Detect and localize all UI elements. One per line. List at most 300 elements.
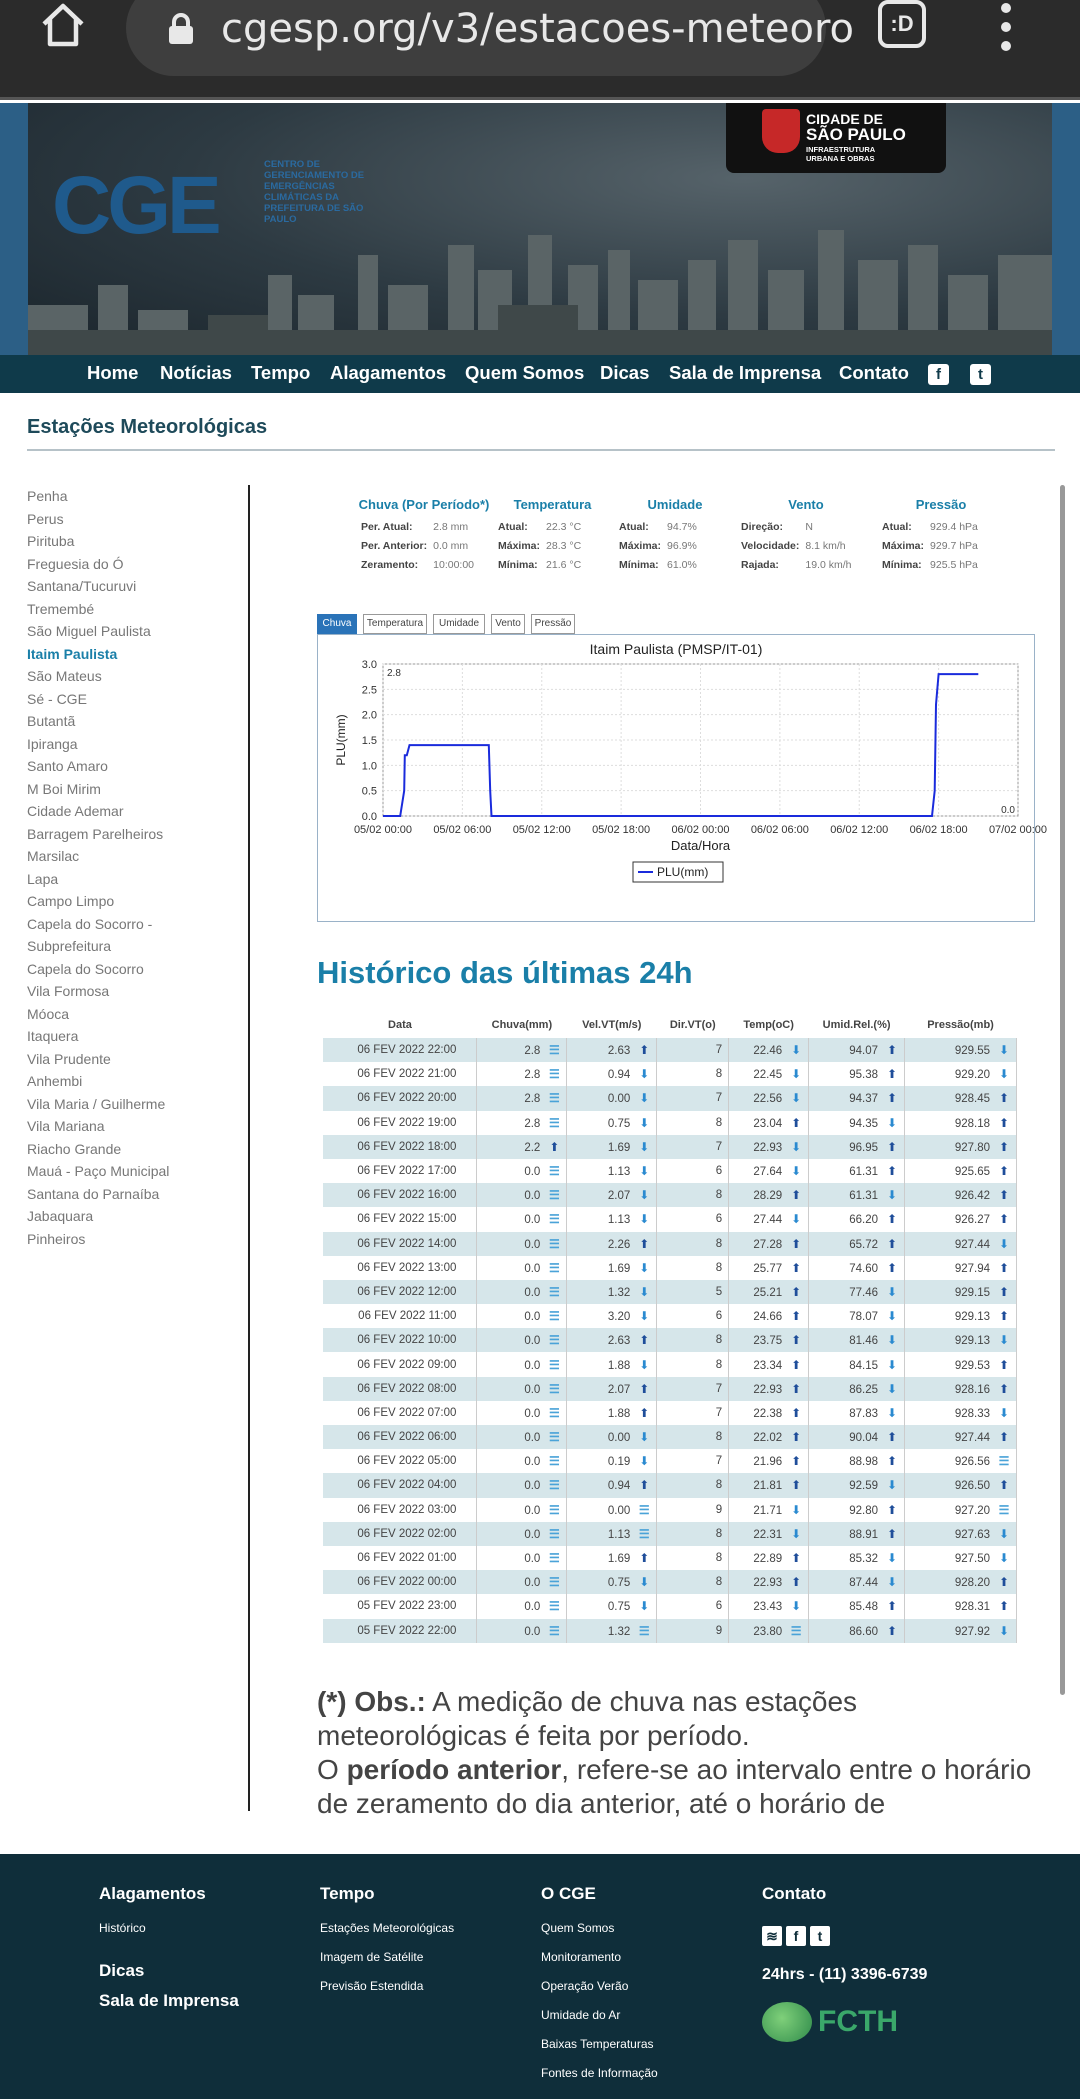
cell-value: 21.81	[753, 1480, 783, 1493]
cge-logo[interactable]: CGE	[52, 160, 218, 251]
table-cell	[477, 1619, 567, 1643]
summary-key: Mínima:	[619, 558, 659, 571]
arrow-down-icon: ⬇	[998, 1623, 1010, 1638]
cell-value: 7	[715, 1140, 723, 1153]
nav-contato[interactable]: Contato	[839, 362, 909, 383]
cell-value: 0.75	[607, 1577, 631, 1590]
cell-value: 1.69	[607, 1141, 631, 1154]
sidebar-item-station[interactable]: Pinheiros	[27, 1230, 86, 1247]
summary-pressao	[879, 497, 1003, 574]
table-row	[323, 1619, 1017, 1643]
tab-chuva[interactable]: Chuva	[317, 614, 357, 634]
footer-link[interactable]: Umidade do Ar	[541, 2008, 621, 2022]
summary-value: 2.8 mm	[433, 520, 469, 533]
sidebar-item-station[interactable]: Santana/Tucuruvi	[27, 578, 137, 594]
cell-value: 06 FEV 2022 10:00	[357, 1334, 457, 1347]
table-cell	[477, 1256, 567, 1280]
facebook-icon[interactable]: f	[786, 1926, 806, 1946]
table-cell	[657, 1062, 729, 1086]
cell-value: 1.13	[607, 1166, 631, 1179]
cell-value: 22.93	[753, 1383, 783, 1396]
cell-value: 2.8	[524, 1093, 541, 1106]
table-cell	[905, 1038, 1017, 1062]
stable-icon: ☰	[548, 1526, 560, 1541]
table-row	[323, 1546, 1017, 1570]
footer-heading[interactable]: Contato	[762, 1884, 827, 1903]
table-cell	[809, 1207, 905, 1231]
sidebar-item-station[interactable]: Pirituba	[27, 533, 75, 549]
cell-value: 06 FEV 2022 02:00	[357, 1527, 457, 1540]
footer-link[interactable]: Fontes de Informação	[541, 2066, 658, 2080]
summary-value: 96.9%	[667, 539, 697, 552]
arrow-down-icon: ⬇	[887, 1405, 898, 1420]
nav-sala-de-imprensa[interactable]: Sala de Imprensa	[669, 362, 822, 383]
sidebar-item-station[interactable]: Lapa	[27, 870, 59, 887]
nav-alagamentos[interactable]: Alagamentos	[330, 362, 447, 383]
arrow-up-icon: ⬆	[998, 1309, 1010, 1324]
fcth-logo[interactable]	[762, 2002, 927, 2042]
arrow-down-icon: ⬇	[639, 1115, 650, 1130]
table-cell	[657, 1449, 729, 1473]
x-tick-label: 05/02 06:00	[433, 824, 492, 836]
table-cell	[567, 1086, 657, 1110]
summary-temperatura	[495, 497, 610, 574]
table-row	[323, 1183, 1017, 1207]
table-cell	[567, 1619, 657, 1643]
cell-value: 94.35	[849, 1117, 879, 1130]
stable-icon: ☰	[548, 1551, 560, 1566]
table-cell	[809, 1473, 905, 1497]
summary-temperatura-table	[495, 517, 584, 574]
cell-value: 1.13	[607, 1528, 631, 1541]
cell-value: 87.44	[849, 1577, 879, 1590]
stable-icon: ☰	[548, 1164, 560, 1179]
cell-value: 928.18	[954, 1117, 990, 1130]
x-axis-label: Data/Hora	[670, 838, 731, 853]
summary-umidade	[616, 497, 734, 574]
sidebar-item-station[interactable]: Subprefeitura	[27, 938, 112, 954]
sidebar-item-station[interactable]: Ipiranga	[27, 735, 78, 752]
stable-icon: ☰	[548, 1430, 560, 1445]
arrow-down-icon: ⬇	[639, 1575, 650, 1590]
table-cell	[323, 1522, 477, 1546]
footer-link[interactable]: Imagem de Satélite	[320, 1950, 424, 1964]
cell-value: 0.0	[524, 1480, 541, 1493]
cell-value: 90.04	[849, 1432, 879, 1445]
sidebar-item-station[interactable]: Jabaquara	[27, 1208, 94, 1224]
facebook-icon[interactable]: f	[928, 364, 949, 385]
summary-value: 28.3 °C	[546, 539, 582, 552]
arrow-down-icon: ⬇	[887, 1115, 898, 1130]
sidebar-item-station[interactable]: Penha	[27, 488, 68, 504]
table-cell	[657, 1280, 729, 1304]
cell-value: 929.13	[954, 1335, 990, 1348]
cell-value: 06 FEV 2022 13:00	[357, 1261, 457, 1274]
x-tick-label: 07/02 00:00	[988, 824, 1048, 836]
table-cell	[809, 1111, 905, 1135]
sidebar-item-station[interactable]: Tremembé	[27, 600, 95, 617]
cell-value: 0.19	[607, 1456, 631, 1469]
table-cell	[729, 1183, 809, 1207]
cell-value: 8	[715, 1261, 723, 1274]
table-cell	[567, 1280, 657, 1304]
cell-value: 927.94	[954, 1262, 990, 1275]
cell-value: 0.0	[524, 1359, 541, 1372]
cell-value: 0.0	[524, 1432, 541, 1445]
footer-link[interactable]: Monitoramento	[541, 1950, 622, 1964]
table-cell	[905, 1522, 1017, 1546]
cell-value: 0.0	[524, 1456, 541, 1469]
table-cell	[323, 1619, 477, 1643]
summary-umidade-table	[616, 517, 700, 574]
table-cell	[657, 1086, 729, 1110]
column-header: Data	[388, 1019, 412, 1031]
summary-value: 22.3 °C	[546, 520, 582, 533]
footer-social-icons	[762, 1926, 927, 1946]
arrow-up-icon: ⬆	[998, 1115, 1010, 1130]
table-cell	[567, 1449, 657, 1473]
home-icon[interactable]	[38, 0, 88, 50]
table-cell	[729, 1546, 809, 1570]
stable-icon: ☰	[548, 1188, 560, 1203]
table-cell	[323, 1570, 477, 1594]
footer-link[interactable]: Operação Verão	[541, 1979, 629, 1993]
table-header-row	[323, 1012, 1017, 1038]
arrow-down-icon: ⬇	[791, 1091, 802, 1106]
stable-icon: ☰	[548, 1357, 560, 1372]
cell-value: 96.95	[849, 1141, 879, 1154]
table-cell	[729, 1062, 809, 1086]
table-row	[323, 1594, 1017, 1618]
url-text[interactable]: cgesp.org/v3/estacoes-meteoro	[221, 6, 854, 52]
sidebar-item-station[interactable]: M Boi Mirim	[27, 780, 101, 797]
arrow-up-icon: ⬆	[639, 1333, 650, 1348]
observation-note	[317, 1685, 1047, 1819]
cell-value: 81.46	[849, 1335, 879, 1348]
sidebar-item-station[interactable]: Riacho Grande	[27, 1140, 122, 1157]
table-cell	[323, 1473, 477, 1497]
cell-value: 2.8	[524, 1117, 541, 1130]
sidebar-item-station[interactable]: Capela do Socorro -	[27, 915, 153, 932]
table-cell	[809, 1377, 905, 1401]
cell-value: 22.38	[753, 1407, 783, 1420]
cell-value: 65.72	[849, 1238, 879, 1251]
x-tick-label: 06/02 12:00	[830, 824, 889, 836]
table-cell	[477, 1401, 567, 1425]
arrow-down-icon: ⬇	[639, 1164, 650, 1179]
cell-value: 06 FEV 2022 08:00	[357, 1382, 457, 1395]
arrow-down-icon: ⬇	[887, 1309, 898, 1324]
table-cell	[477, 1449, 567, 1473]
cell-value: 8	[715, 1237, 723, 1250]
sidebar-item-station[interactable]: Cidade Ademar	[27, 803, 124, 819]
sidebar-item-station[interactable]: Vila Prudente	[27, 1050, 111, 1067]
sidebar-item-station[interactable]: Campo Limpo	[27, 893, 115, 909]
cell-value: 925.65	[954, 1166, 990, 1179]
obs-prefix: (*) Obs.:	[317, 1686, 426, 1717]
footer-link[interactable]: Estações Meteorológicas	[320, 1921, 455, 1935]
sidebar-item-station[interactable]: Vila Maria / Guilherme	[27, 1095, 166, 1112]
cell-value: 23.43	[753, 1601, 783, 1614]
sidebar-item-station[interactable]: Itaquera	[27, 1028, 79, 1044]
tab-umidade[interactable]: Umidade	[433, 614, 485, 634]
table-cell	[905, 1207, 1017, 1231]
stable-icon: ☰	[638, 1623, 650, 1638]
sidebar-item-station[interactable]: Vila Mariana	[27, 1118, 105, 1134]
table-cell	[323, 1498, 477, 1522]
arrow-up-icon: ⬆	[791, 1115, 802, 1130]
sidebar-item-station[interactable]: Itaim Paulista	[27, 645, 118, 662]
cell-value: 23.34	[753, 1359, 783, 1372]
summary-key: Atual:	[882, 520, 912, 533]
table-cell	[905, 1256, 1017, 1280]
nav-dicas[interactable]: Dicas	[600, 362, 650, 383]
table-cell	[323, 1377, 477, 1401]
summary-key: Per. Atual:	[361, 520, 413, 533]
table-row	[323, 1352, 1017, 1376]
table-cell	[809, 1352, 905, 1376]
cell-value: 22.31	[753, 1528, 783, 1541]
arrow-up-icon: ⬆	[887, 1502, 898, 1517]
table-cell	[323, 1304, 477, 1328]
arrow-down-icon: ⬇	[791, 1139, 802, 1154]
footer-heading[interactable]: O CGE	[541, 1884, 596, 1903]
cell-value: 0.0	[524, 1504, 541, 1517]
cell-value: 77.46	[849, 1286, 879, 1299]
table-row	[323, 1232, 1017, 1256]
cell-value: 0.0	[524, 1214, 541, 1227]
max-value-label: 2.8	[387, 668, 401, 679]
cell-value: 7	[715, 1092, 723, 1105]
cell-value: 88.98	[849, 1456, 879, 1469]
stable-icon: ☰	[548, 1236, 560, 1251]
sidebar-item-station[interactable]: Mauá - Paço Municipal	[27, 1163, 170, 1179]
sidebar-item-station[interactable]: Santo Amaro	[27, 758, 108, 774]
stable-icon: ☰	[548, 1309, 560, 1324]
cell-value: 927.44	[954, 1432, 990, 1445]
tab-switcher-button[interactable]: :D	[878, 0, 926, 48]
table-cell	[657, 1352, 729, 1376]
table-cell	[477, 1522, 567, 1546]
table-cell	[729, 1304, 809, 1328]
table-row	[323, 1473, 1017, 1497]
footer-heading[interactable]: Sala de Imprensa	[99, 1991, 239, 2010]
cell-value: 0.0	[524, 1190, 541, 1203]
cell-value: 9	[715, 1503, 723, 1516]
sidebar-item-station[interactable]: Marsilac	[27, 848, 80, 864]
footer-col-ocge	[541, 1884, 658, 2088]
tab-temperatura[interactable]: Temperatura	[363, 614, 427, 634]
cell-value: 8	[715, 1189, 723, 1202]
cell-value: 06 FEV 2022 19:00	[357, 1116, 457, 1129]
table-cell	[323, 1328, 477, 1352]
column-header: Vel.VT(m/s)	[582, 1019, 642, 1031]
footer-link[interactable]: Quem Somos	[541, 1921, 615, 1935]
sidebar-item-station[interactable]: Anhembi	[27, 1073, 83, 1089]
arrow-down-icon: ⬇	[639, 1067, 650, 1082]
cell-value: 927.44	[954, 1238, 990, 1251]
table-cell	[729, 1232, 809, 1256]
summary-value: 929.4 hPa	[930, 520, 978, 533]
cge-logo-subtitle: CENTRO DE GERENCIAMENTO DE EMERGÊNCIAS CLIMÁTICAS DA PREFEITURA DE SÃO PAULO	[264, 159, 365, 225]
nav-tempo[interactable]: Tempo	[251, 362, 311, 383]
table-cell	[905, 1594, 1017, 1618]
sidebar-item-station[interactable]: Santana do Parnaíba	[27, 1185, 160, 1202]
url-bar[interactable]	[126, 0, 854, 76]
table-cell	[905, 1111, 1017, 1135]
cell-value: 8	[715, 1116, 723, 1129]
cell-value: 927.80	[954, 1141, 990, 1154]
cell-value: 929.55	[954, 1045, 990, 1058]
nav-noticias[interactable]: Notícias	[160, 362, 232, 383]
sidebar-item-station[interactable]: São Miguel Paulista	[27, 623, 151, 639]
table-row	[323, 1425, 1017, 1449]
table-cell	[567, 1570, 657, 1594]
table-row	[323, 1062, 1017, 1086]
rain-chart	[317, 634, 1048, 922]
sidebar-item-station[interactable]: Barragem Parelheiros	[27, 825, 164, 842]
table-cell	[809, 1038, 905, 1062]
content-scrollbar[interactable]	[1060, 485, 1065, 1695]
table-cell	[809, 1546, 905, 1570]
cell-value: 23.80	[753, 1625, 783, 1638]
cell-value: 0.75	[607, 1601, 631, 1614]
table-cell	[809, 1425, 905, 1449]
table-cell	[657, 1522, 729, 1546]
footer-link[interactable]: Histórico	[99, 1921, 146, 1935]
arrow-down-icon: ⬇	[887, 1575, 898, 1590]
sidebar-item-station[interactable]: Butantã	[27, 713, 76, 729]
table-cell	[729, 1619, 809, 1643]
table-cell	[809, 1086, 905, 1110]
arrow-down-icon: ⬇	[887, 1478, 898, 1493]
x-tick-label: 06/02 00:00	[671, 824, 730, 836]
footer-heading[interactable]: Tempo	[320, 1884, 375, 1903]
arrow-down-icon: ⬇	[639, 1284, 650, 1299]
table-cell	[323, 1352, 477, 1376]
column-header: Temp(oC)	[743, 1019, 794, 1031]
more-menu-icon[interactable]	[994, 0, 1018, 50]
obs-text1: A medição de chuva nas estações meteorológicas é feita por período.	[317, 1686, 858, 1751]
table-cell	[657, 1038, 729, 1062]
x-tick-label: 05/02 12:00	[512, 824, 571, 836]
rss-icon[interactable]: ≋	[762, 1926, 782, 1946]
arrow-up-icon: ⬆	[887, 1260, 898, 1275]
table-cell	[477, 1473, 567, 1497]
cell-value: 1.69	[607, 1262, 631, 1275]
nav-quem-somos[interactable]: Quem Somos	[465, 362, 585, 383]
cell-value: 8	[715, 1431, 723, 1444]
cell-value: 8	[715, 1576, 723, 1589]
table-cell	[657, 1135, 729, 1159]
tab-pressao[interactable]: Pressão	[531, 614, 575, 634]
arrow-up-icon: ⬆	[998, 1188, 1010, 1203]
arrow-down-icon: ⬇	[887, 1357, 898, 1372]
cell-value: 0.0	[524, 1311, 541, 1324]
summary-value: 19.0 km/h	[805, 558, 852, 571]
sidebar-item-station[interactable]: São Mateus	[27, 668, 102, 684]
table-cell	[323, 1546, 477, 1570]
table-row	[323, 1135, 1017, 1159]
tab-vento[interactable]: Vento	[491, 614, 525, 634]
browser-toolbar	[0, 0, 1080, 100]
stable-icon: ☰	[548, 1115, 560, 1130]
footer-link[interactable]: Previsão Estendida	[320, 1979, 424, 1993]
footer-col-tempo	[320, 1884, 454, 2001]
footer-link[interactable]: Baixas Temperaturas	[541, 2037, 654, 2051]
twitter-icon[interactable]: t	[810, 1926, 830, 1946]
summary-chuva	[358, 497, 490, 574]
table-cell	[477, 1183, 567, 1207]
summary-key: Zeramento:	[361, 558, 419, 571]
arrow-up-icon: ⬆	[998, 1599, 1010, 1614]
sidebar-item-station[interactable]: Perus	[27, 510, 64, 527]
sidebar-item-station[interactable]: Vila Formosa	[27, 983, 110, 999]
cell-value: 926.50	[954, 1480, 990, 1493]
table-cell	[657, 1594, 729, 1618]
cell-value: 06 FEV 2022 07:00	[357, 1406, 457, 1419]
obs-text2-bold: período anterior	[346, 1754, 562, 1785]
table-cell	[657, 1256, 729, 1280]
table-cell	[809, 1619, 905, 1643]
table-cell	[567, 1207, 657, 1231]
stable-icon: ☰	[548, 1212, 560, 1227]
cell-value: 5	[715, 1285, 723, 1298]
arrow-up-icon: ⬆	[791, 1357, 802, 1372]
table-cell	[729, 1522, 809, 1546]
stable-icon: ☰	[548, 1091, 560, 1106]
cell-value: 86.25	[849, 1383, 879, 1396]
cell-value: 06 FEV 2022 00:00	[357, 1576, 457, 1589]
table-cell	[905, 1183, 1017, 1207]
arrow-up-icon: ⬆	[887, 1043, 898, 1058]
sidebar-item-station[interactable]: Móoca	[27, 1005, 70, 1022]
y-tick-label: 0.5	[361, 785, 377, 798]
cell-value: 27.28	[753, 1238, 783, 1251]
arrow-up-icon: ⬆	[887, 1091, 898, 1106]
cell-value: 06 FEV 2022 14:00	[357, 1237, 457, 1250]
sidebar-item-station[interactable]: Sé - CGE	[27, 690, 87, 707]
table-cell	[477, 1425, 567, 1449]
cell-value: 06 FEV 2022 17:00	[357, 1165, 457, 1178]
table-cell	[729, 1111, 809, 1135]
sidebar-item-station[interactable]: Capela do Socorro	[27, 960, 144, 977]
arrow-up-icon: ⬆	[998, 1357, 1010, 1372]
obs-text2b: , refere-se ao intervalo entre o horário de zeramento do dia anterior, até o horário de	[317, 1754, 1032, 1819]
footer-heading[interactable]: Alagamentos	[99, 1884, 206, 1903]
cell-value: 87.83	[849, 1407, 879, 1420]
summary-key: Atual:	[619, 520, 649, 533]
nav-home[interactable]: Home	[87, 362, 139, 383]
city-crest-icon	[762, 109, 800, 153]
table-cell	[657, 1570, 729, 1594]
table-cell	[323, 1232, 477, 1256]
column-header: Umid.Rel.(%)	[822, 1019, 891, 1031]
cell-value: 94.07	[849, 1045, 879, 1058]
cell-value: 05 FEV 2022 23:00	[357, 1600, 457, 1613]
sidebar-item-station[interactable]: Freguesia do Ó	[27, 555, 124, 572]
table-cell	[729, 1328, 809, 1352]
cell-value: 0.0	[524, 1238, 541, 1251]
city-logo-line3: INFRAESTRUTURA URBANA E OBRAS	[806, 145, 875, 163]
table-cell	[567, 1594, 657, 1618]
cell-value: 8	[715, 1358, 723, 1371]
page-title: Estações Meteorológicas	[27, 416, 268, 438]
footer-heading[interactable]: Dicas	[99, 1961, 145, 1980]
twitter-icon[interactable]: t	[970, 364, 991, 385]
table-cell	[729, 1498, 809, 1522]
cell-value: 25.21	[753, 1286, 783, 1299]
